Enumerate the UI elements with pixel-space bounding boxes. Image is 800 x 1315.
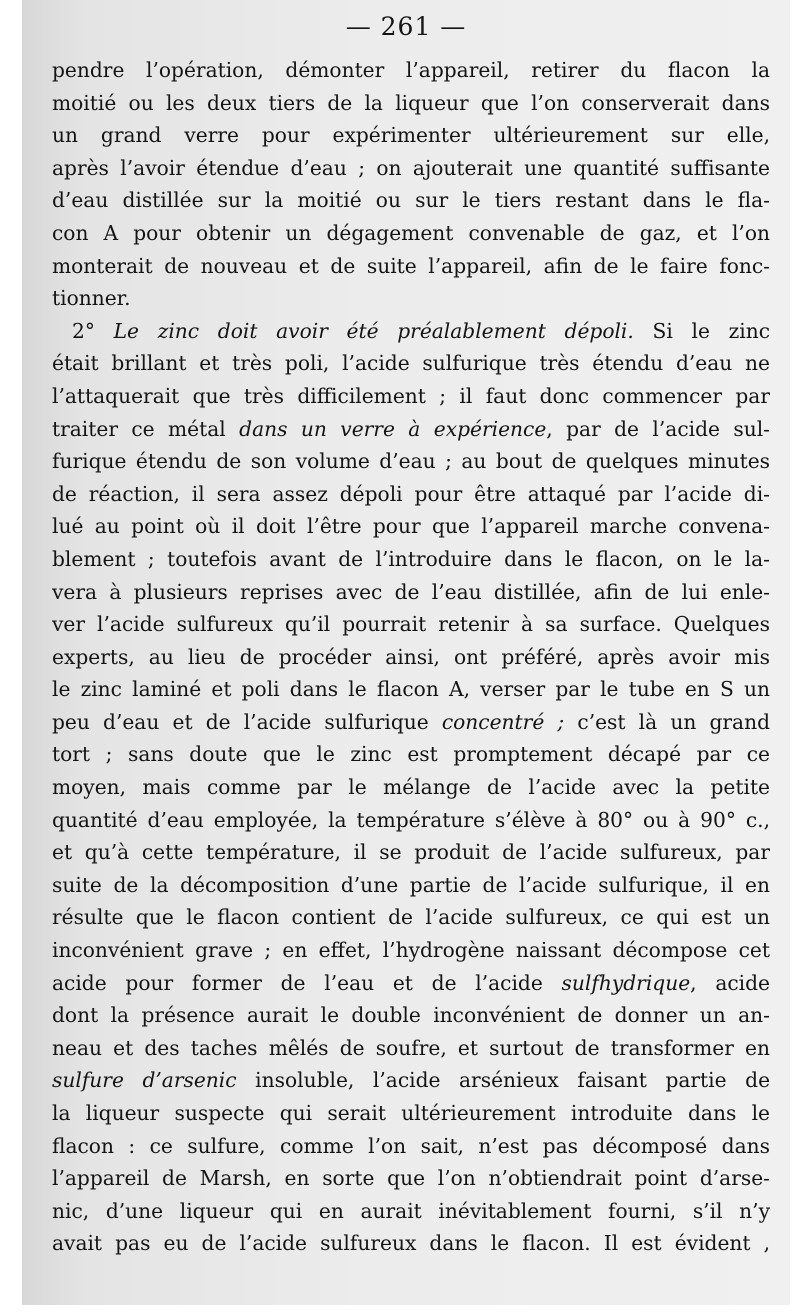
text-line [52,771,770,804]
text-run: l’appareil de Marsh, en sorte que l’on n’obtiendrait point d’arse- [52,1166,770,1191]
text-run: Si le zinc [633,318,770,343]
text-run: c’est là un grand [564,709,770,734]
text-run: ver l’acide sulfureux qu’il pourrait retenir à sa surface. Quelques [52,612,770,637]
text-run: suite de la décomposition d’une partie de l’acide sulfurique, il en [52,872,770,897]
text-line [52,934,770,967]
text-run: 2° [72,318,114,343]
text-run: blement ; toutefois avant de l’introduire dans le flacon, on le la- [52,546,770,571]
text-line [52,478,770,511]
text-run: insoluble, l’acide arsénieux faisant partie de [236,1068,770,1093]
text-run: traiter ce métal [52,416,240,441]
body-text [52,54,770,1260]
text-run: nic, d’une liqueur qui en aurait inévitablement fourni, s’il n’y [52,1198,770,1223]
text-run: de réaction, il sera assez dépoli pour être attaqué par l’acide di- [52,481,770,506]
italic-text: sulfure d’arsenic [52,1068,237,1093]
book-page [22,0,790,1305]
text-line [52,413,770,446]
text-line [52,510,770,543]
text-line [52,119,770,152]
text-line [52,804,770,837]
italic-text: concentré ; [441,709,565,734]
text-run: pendre l’opération, démonter l’appareil, retirer du flacon la [52,58,770,82]
text-line [52,869,770,902]
text-line [52,217,770,250]
text-run: neau et des taches mêlés de soufre, et surtout de transformer en [52,1035,770,1060]
text-run: peu d’eau et de l’acide sulfurique [52,709,442,734]
text-run: lué au point où il doit l’être pour que l’appareil marche convena- [52,514,770,539]
text-line [52,347,770,380]
text-run: résulte que le flacon contient de l’acide sulfureux, ce qui est un [52,905,770,930]
text-line [52,901,770,934]
text-run: et qu’à cette température, il se produit de l’acide sulfureux, par [52,840,770,865]
text-run: acide pour former de l’eau et de l’acide [52,970,562,995]
text-run: , par de l’acide sul- [546,416,770,441]
text-run: inconvénient grave ; en effet, l’hydrogène naissant décompose cet [52,938,770,963]
text-line [52,1097,770,1130]
italic-text: Le zinc doit avoir été préalablement dépoli. [113,318,634,343]
text-line [52,152,770,185]
text-line [52,1195,770,1228]
text-line [52,1227,770,1260]
text-line [52,315,770,348]
text-line [52,380,770,413]
text-line [52,1130,770,1163]
text-run: vera à plusieurs reprises avec de l’eau distillée, afin de lui enle- [52,579,770,604]
text-line [52,445,770,478]
italic-text: sulfhydrique [561,970,691,995]
text-line [52,576,770,609]
text-run: furique étendu de son volume d’eau ; au bout de quelques minutes [52,449,770,474]
text-run: la liqueur suspecte qui serait ultérieurement introduite dans le [52,1101,770,1125]
text-line [52,282,770,315]
text-line [52,706,770,739]
text-run: tionner. [52,286,131,311]
text-line [52,543,770,576]
text-run: moyen, mais comme par le mélange de l’acide avec la petite [52,775,770,800]
text-line [52,673,770,706]
text-run: d’eau distillée sur la moitié ou sur le tiers restant dans le fla- [52,188,770,213]
text-run: quantité d’eau employée, la température s’élève à 80° ou à 90° c., [52,807,770,832]
text-run: , acide [690,970,770,995]
text-run: con A pour obtenir un dégagement convenable de gaz, et l’on [52,220,770,245]
text-line [52,1064,770,1097]
text-run: monterait de nouveau et de suite l’appareil, afin de le faire fonc- [52,253,770,278]
text-run: experts, au lieu de procéder ainsi, ont préféré, après avoir mis [52,644,770,669]
text-run: moitié ou les deux tiers de la liqueur que l’on conserverait dans [52,90,770,115]
text-run: un grand verre pour expérimenter ultérieurement sur elle, [52,123,770,148]
text-run: était brillant et très poli, l’acide sulfurique très étendu d’eau ne [52,351,770,376]
text-line [52,87,770,120]
text-line [52,1162,770,1195]
text-line [52,999,770,1032]
text-line [52,738,770,771]
text-line [52,54,770,87]
page-number: — 261 — [345,12,467,41]
text-line [52,608,770,641]
italic-text: dans un verre à expérience [239,416,547,441]
text-line [52,641,770,674]
text-run: avait pas eu de l’acide sulfureux dans le flacon. Il est évident , [52,1231,770,1256]
text-line [52,836,770,869]
text-line [52,184,770,217]
text-run: l’attaquerait que très difficilement ; il faut donc commencer par [52,383,770,408]
text-run: le zinc laminé et poli dans le flacon A, verser par le tube en S un [52,677,770,702]
text-run: dont la présence aurait le double inconvénient de donner un an- [52,1003,770,1028]
text-line [52,967,770,1000]
text-line [52,250,770,283]
text-line [52,1032,770,1065]
text-run: après l’avoir étendue d’eau ; on ajouterait une quantité suffisante [52,155,770,180]
text-run: tort ; sans doute que le zinc est promptement décapé par ce [52,742,770,767]
text-run: flacon : ce sulfure, comme l’on sait, n’est pas décomposé dans [52,1133,770,1158]
